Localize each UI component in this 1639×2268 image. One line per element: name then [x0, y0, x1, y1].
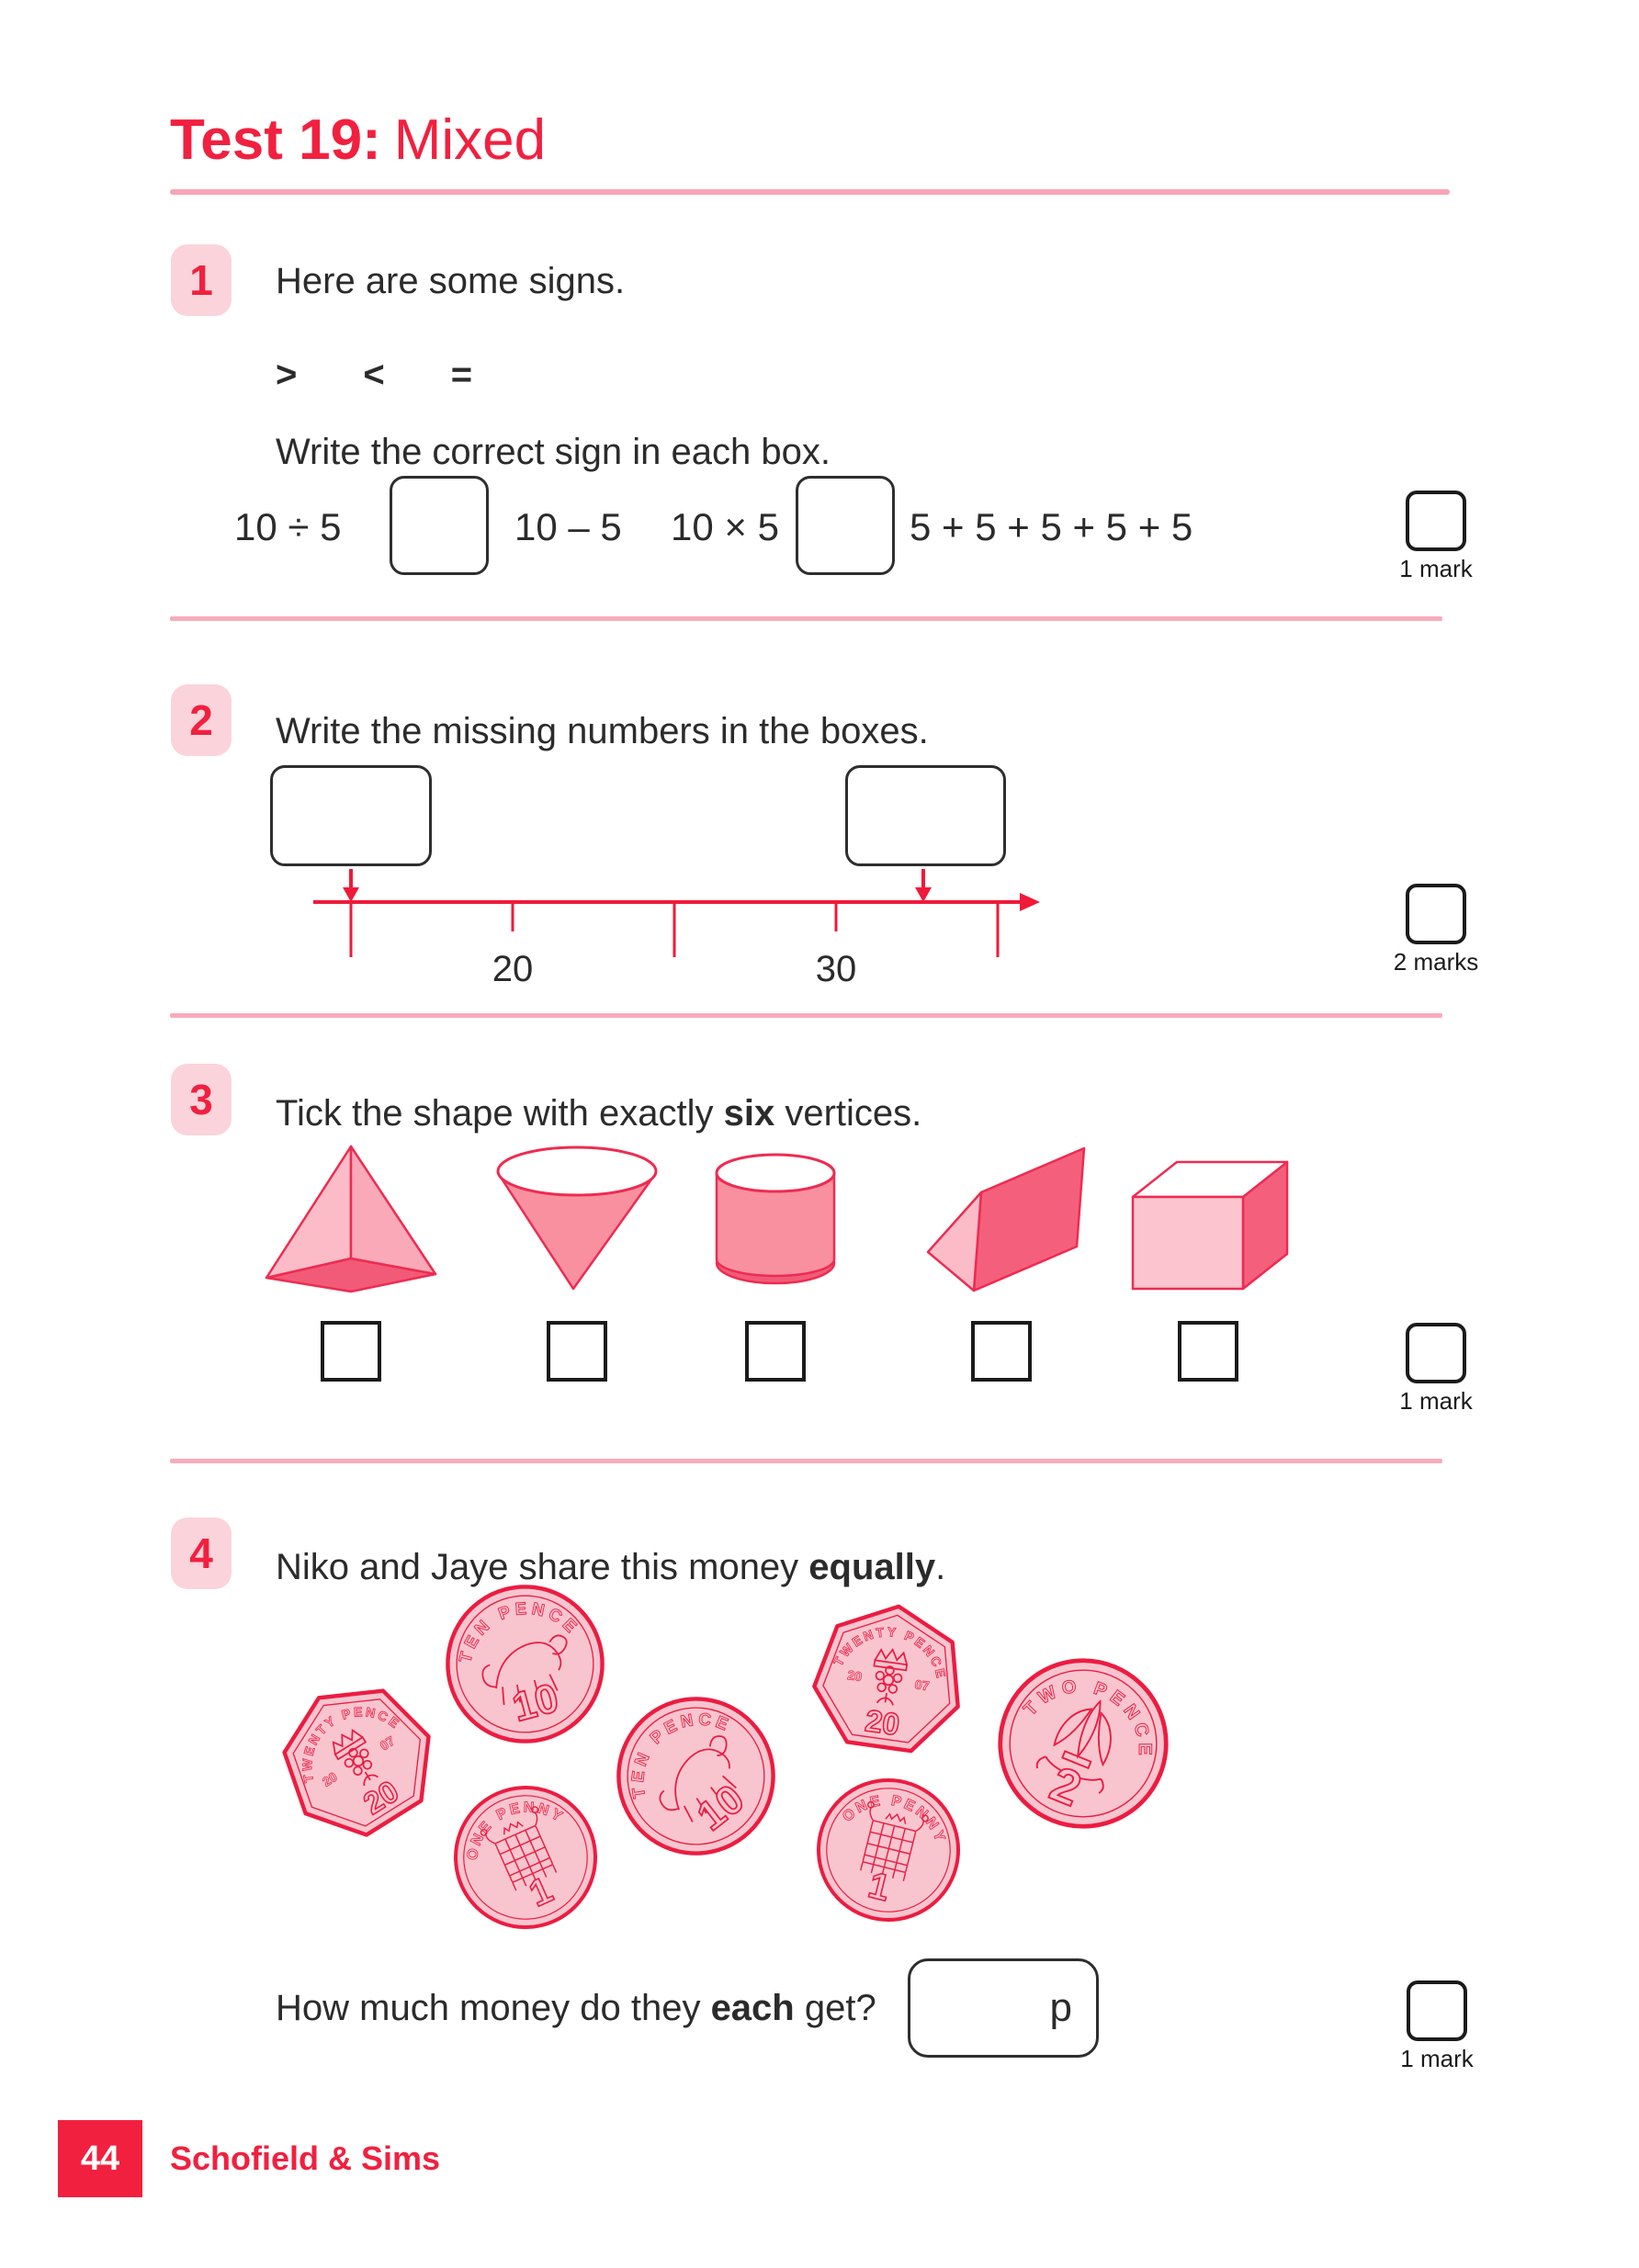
number-line-label-20: 20: [492, 949, 534, 989]
coin-value: 1: [864, 1865, 895, 1910]
equals-sign: =: [450, 355, 473, 395]
question-2-mark-label: 2 marks: [1393, 948, 1479, 976]
shape-cone: [485, 1142, 669, 1298]
expression-10-divided-5: 10 ÷ 5: [234, 505, 342, 548]
coin-one-penny: [799, 1761, 978, 1939]
question-4-badge: 4: [171, 1518, 232, 1589]
shape-cube: [1116, 1142, 1300, 1298]
section-divider: [170, 1013, 1442, 1018]
shape-triangular-pyramid: [259, 1142, 443, 1298]
sign-answer-box-2[interactable]: [796, 476, 895, 575]
coin-arc-text: TWENTY PENCE: [830, 1624, 950, 1682]
shape-triangular-prism: [910, 1142, 1093, 1298]
greater-than-sign: >: [276, 355, 298, 395]
question-3-prompt-after: vertices.: [774, 1093, 922, 1134]
question-3-prompt-before: Tick the shape with exactly: [276, 1093, 724, 1134]
question-1-signs: [276, 353, 538, 397]
page-title-suffix: Mixed: [393, 108, 547, 172]
box-pointer-arrow-2: [915, 869, 932, 902]
question-4-question: [276, 1986, 876, 2030]
question-4-prompt-before: Niko and Jaye share this money: [276, 1547, 809, 1587]
question-4-question-after: get?: [794, 1988, 876, 2028]
question-2-prompt: Write the missing numbers in the boxes.: [276, 711, 929, 751]
coin-twenty-pence: [797, 1589, 980, 1772]
money-answer-box[interactable]: [908, 1958, 1099, 2058]
missing-number-box-2[interactable]: [845, 765, 1006, 866]
coin-arc-text: TEN PENCE: [455, 1597, 584, 1665]
question-1-mark-box[interactable]: [1406, 491, 1466, 551]
section-divider: [170, 1459, 1442, 1463]
expression-10-times-5: 10 × 5: [671, 505, 779, 548]
shape-checkbox-5[interactable]: [1178, 1321, 1238, 1382]
coin-value: 1: [523, 1869, 559, 1915]
coin-arc-text: ONE PENNY: [464, 1800, 568, 1862]
shape-cylinder: [684, 1142, 867, 1298]
coin-value: 10: [689, 1776, 753, 1840]
coin-year-right: 07: [377, 1732, 398, 1754]
shape-checkbox-4[interactable]: [971, 1321, 1032, 1382]
expression-10-minus-5: 10 – 5: [514, 505, 622, 548]
coin-year-left: 20: [846, 1667, 864, 1685]
coin-year-right: 07: [913, 1676, 931, 1694]
shape-checkbox-3[interactable]: [745, 1321, 806, 1382]
coin-arc-text: TWENTY PENCE: [299, 1704, 404, 1784]
publisher-brand: Schofield & Sims: [170, 2139, 441, 2177]
missing-number-box-1[interactable]: [270, 765, 432, 866]
box-pointer-arrow-1: [343, 869, 359, 902]
title-underline: [170, 189, 1450, 195]
coin-value: 2: [1043, 1756, 1089, 1818]
less-than-sign: <: [363, 355, 385, 395]
section-divider: [170, 616, 1442, 621]
question-4-question-before: How much money do they: [276, 1988, 711, 2028]
question-1-badge: 1: [171, 244, 232, 316]
question-3-mark-box[interactable]: [1406, 1323, 1466, 1383]
page-title-prefix: Test 19:: [170, 108, 381, 172]
shape-checkbox-2[interactable]: [547, 1321, 607, 1382]
pence-unit-label: p: [1049, 1985, 1072, 2030]
number-line-arrowhead: [1020, 893, 1040, 911]
question-4-mark-label: 1 mark: [1400, 2045, 1474, 2072]
coin-ten-pence: [425, 1564, 625, 1764]
coin-value: 20: [863, 1704, 902, 1743]
question-1-mark-label: 1 mark: [1399, 555, 1473, 582]
number-line-label-30: 30: [815, 949, 857, 989]
coins-group: [257, 1580, 1268, 1947]
page-title: [170, 108, 546, 173]
question-1-intro: Here are some signs.: [276, 261, 626, 301]
question-2-badge: 2: [171, 684, 232, 756]
coin-arc-text: ONE PENNY: [840, 1792, 949, 1846]
coin-two-pence: [969, 1630, 1196, 1856]
coin-value: 20: [357, 1774, 405, 1822]
question-2-mark-box[interactable]: [1406, 884, 1466, 944]
page-number: 44: [58, 2120, 142, 2197]
coin-value: 10: [507, 1675, 563, 1731]
question-1-instruction: Write the correct sign in each box.: [276, 432, 831, 472]
question-4-mark-box[interactable]: [1407, 1980, 1467, 2041]
shape-checkbox-1[interactable]: [321, 1321, 381, 1382]
number-line: [276, 869, 1066, 990]
question-4-prompt-bold: equally: [808, 1547, 936, 1587]
coin-arc-text: TEN PENCE: [627, 1709, 735, 1800]
coin-year-left: 20: [319, 1768, 340, 1789]
question-3-badge: 3: [171, 1064, 232, 1135]
question-3-prompt-bold: six: [723, 1093, 775, 1134]
coin-arc-text: TWO PENCE: [1020, 1676, 1156, 1761]
expression-5-plus-5s: 5 + 5 + 5 + 5 + 5: [910, 505, 1193, 548]
question-3-prompt: [276, 1091, 921, 1135]
question-4-prompt-after: .: [935, 1547, 946, 1587]
question-3-mark-label: 1 mark: [1399, 1387, 1473, 1415]
sign-answer-box-1[interactable]: [390, 476, 489, 575]
question-4-question-bold: each: [710, 1988, 795, 2028]
